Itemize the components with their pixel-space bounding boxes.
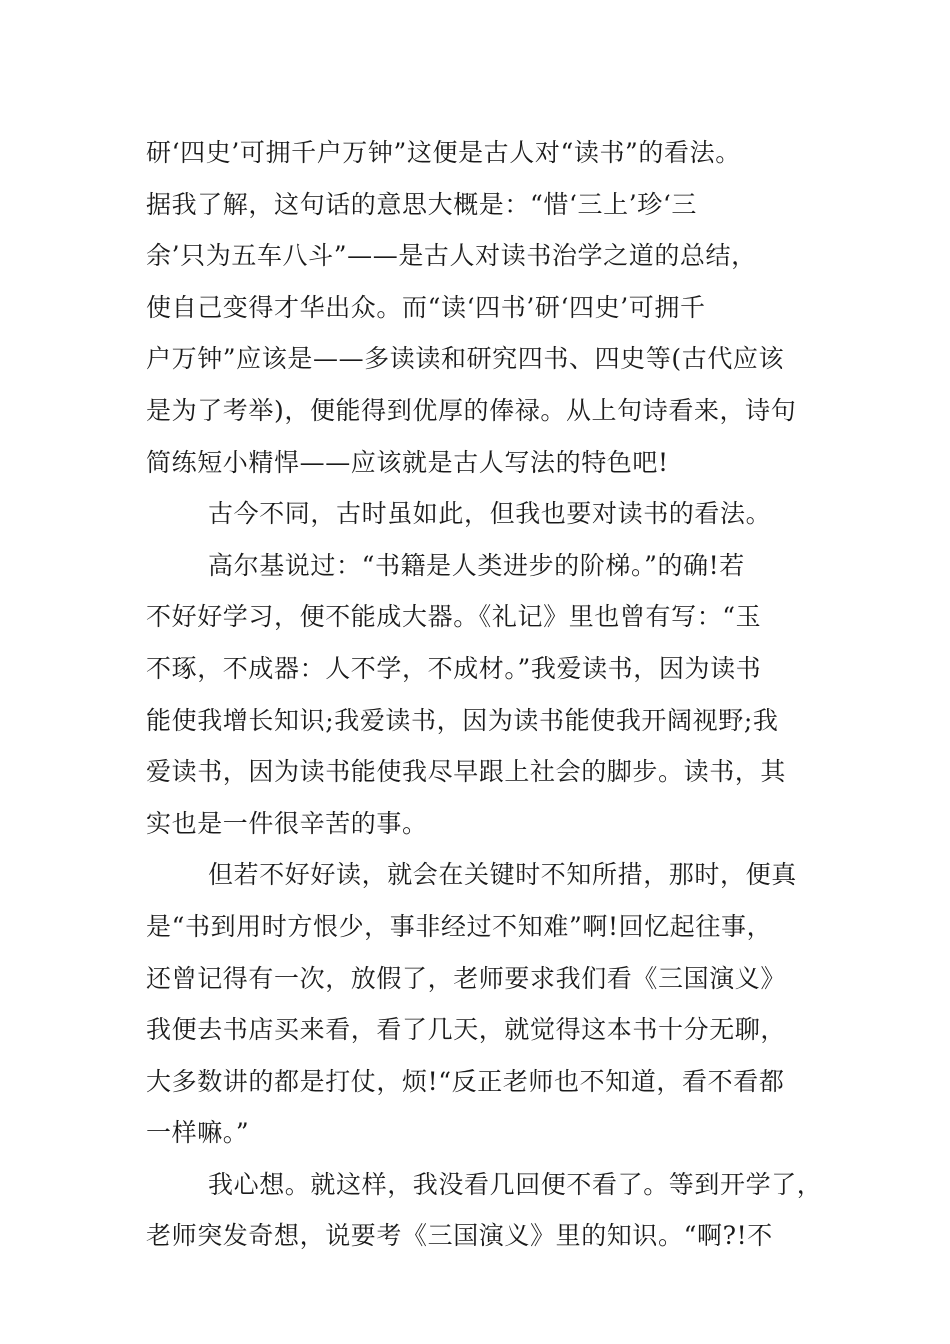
text-line: 我便去书店买来看，看了几天，就觉得这本书十分无聊， [146,1015,787,1045]
text-line: 高尔基说过：“书籍是人类进步的阶梯。”的确!若 [208,550,745,580]
text-line: 老师突发奇想，说要考《三国演义》里的知识。“啊?!不 [146,1221,773,1251]
text-line: 是为了考举)，便能得到优厚的俸禄。从上句诗看来，诗句 [146,395,797,425]
text-line: 但若不好好读，就会在关键时不知所措，那时，便真 [208,860,797,890]
text-line: 研‘四史’可拥千户万钟”这便是古人对“读书”的看法。 [146,138,741,167]
text-line: 户万钟”应该是——多读读和研究四书、四史等(古代应该 [146,344,785,374]
text-line: 能使我增长知识;我爱读书，因为读书能使我开阔视野;我 [146,705,779,735]
text-line: 余’只为五车八斗”——是古人对读书治学之道的总结， [146,241,757,271]
text-line: 据我了解，这句话的意思大概是：“惜‘三上’珍‘三 [146,189,698,219]
text-line: 简练短小精悍——应该就是古人写法的特色吧! [146,447,669,477]
text-line: 使自己变得才华出众。而“读‘四书’研‘四史’可拥千 [146,292,706,322]
text-line: 是“书到用时方恨少，事非经过不知难”啊!回忆起往事， [146,911,773,941]
text-line: 不琢，不成器：人不学，不成材。”我爱读书，因为读书 [146,653,762,683]
text-line: 大多数讲的都是打仗，烦!“反正老师也不知道，看不看都 [146,1066,785,1096]
text-line: 爱读书，因为读书能使我尽早跟上社会的脚步。读书，其 [146,757,787,787]
text-line: 实也是一件很辛苦的事。 [146,808,428,838]
text-line: 不好好学习，便不能成大器。《礼记》里也曾有写：“玉 [146,602,762,632]
body-text [146,127,823,1262]
text-line: 古今不同，古时虽如此，但我也要对读书的看法。 [208,499,772,529]
text-line: 还曾记得有一次，放假了，老师要求我们看《三国演义》 [146,963,787,993]
text-line: 一样嘛。” [146,1118,250,1148]
text-line: 我心想。就这样，我没看几回便不看了。等到开学了， [208,1169,823,1199]
